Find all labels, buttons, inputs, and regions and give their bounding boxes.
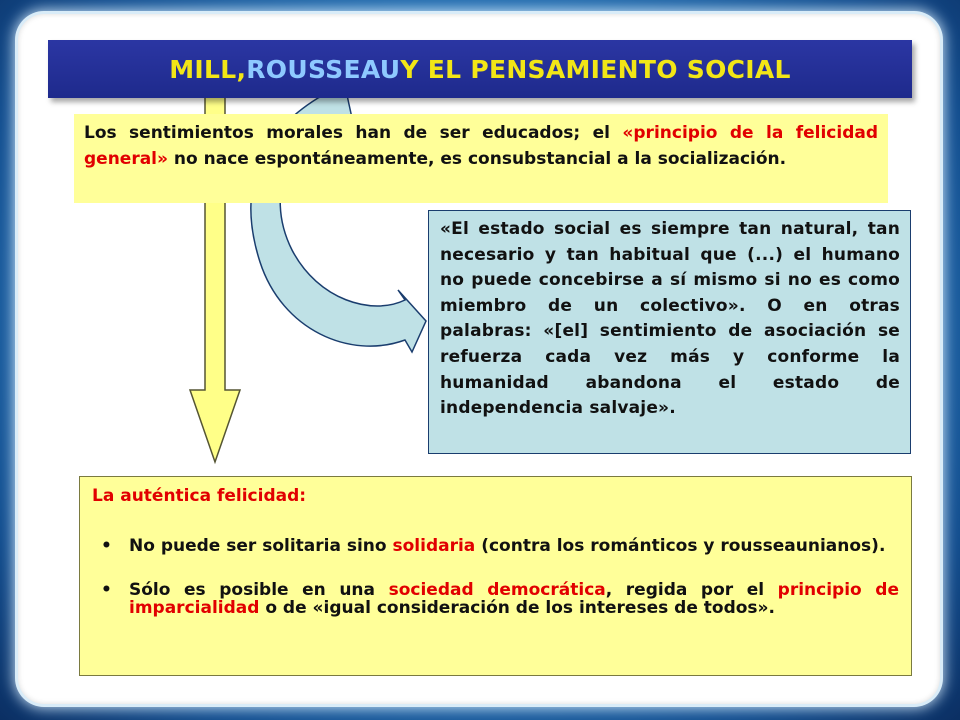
bullet-2-text-3: o de «igual consideración de los intereses de todos».	[259, 598, 775, 618]
bullet-1-text-1: No puede ser solitaria sino	[129, 536, 393, 556]
list-item	[92, 581, 899, 617]
title-part-3: Y EL PENSAMIENTO SOCIAL	[400, 54, 791, 84]
quote-text: «El estado social es siempre tan natural, tan necesario y tan habitual que (...) el humano no puede concebirse a sí mismo si no es como miembro de un colectivo». O en otras palabras: «[el] sentimiento de asociación se refuerza cada vez más y conforme la humanidad abandona el estado de independencia salvaje».	[440, 219, 900, 419]
intro-highlight: «principio de la felicidad general»	[84, 123, 879, 169]
page-title	[48, 40, 912, 98]
list-item	[92, 537, 899, 555]
bullet-2-text-1: Sólo es posible en una	[129, 580, 389, 600]
bullet-2-text-2: , regida por el	[605, 580, 778, 600]
intro-text-2: no nace espontáneamente, es consubstancial a la socialización.	[168, 149, 787, 169]
bullet-2-highlight-1: sociedad democrática	[388, 580, 606, 600]
bullet-1-highlight: solidaria	[392, 536, 476, 556]
bullet-2-highlight-2: principio de imparcialidad	[129, 580, 899, 618]
happiness-heading: La auténtica felicidad:	[92, 486, 307, 506]
title-part-1: MILL,	[169, 54, 247, 84]
happiness-box	[79, 476, 912, 676]
bullet-icon: •	[101, 536, 112, 556]
title-part-2: ROUSSEAU	[246, 54, 401, 84]
bullet-1-text-2: (contra los románticos y rousseaunianos).	[475, 536, 886, 556]
intro-text-1: Los sentimientos morales han de ser educados; el	[84, 123, 623, 143]
quote-box	[428, 210, 911, 454]
intro-box	[74, 114, 888, 203]
bullet-icon: •	[101, 580, 112, 600]
